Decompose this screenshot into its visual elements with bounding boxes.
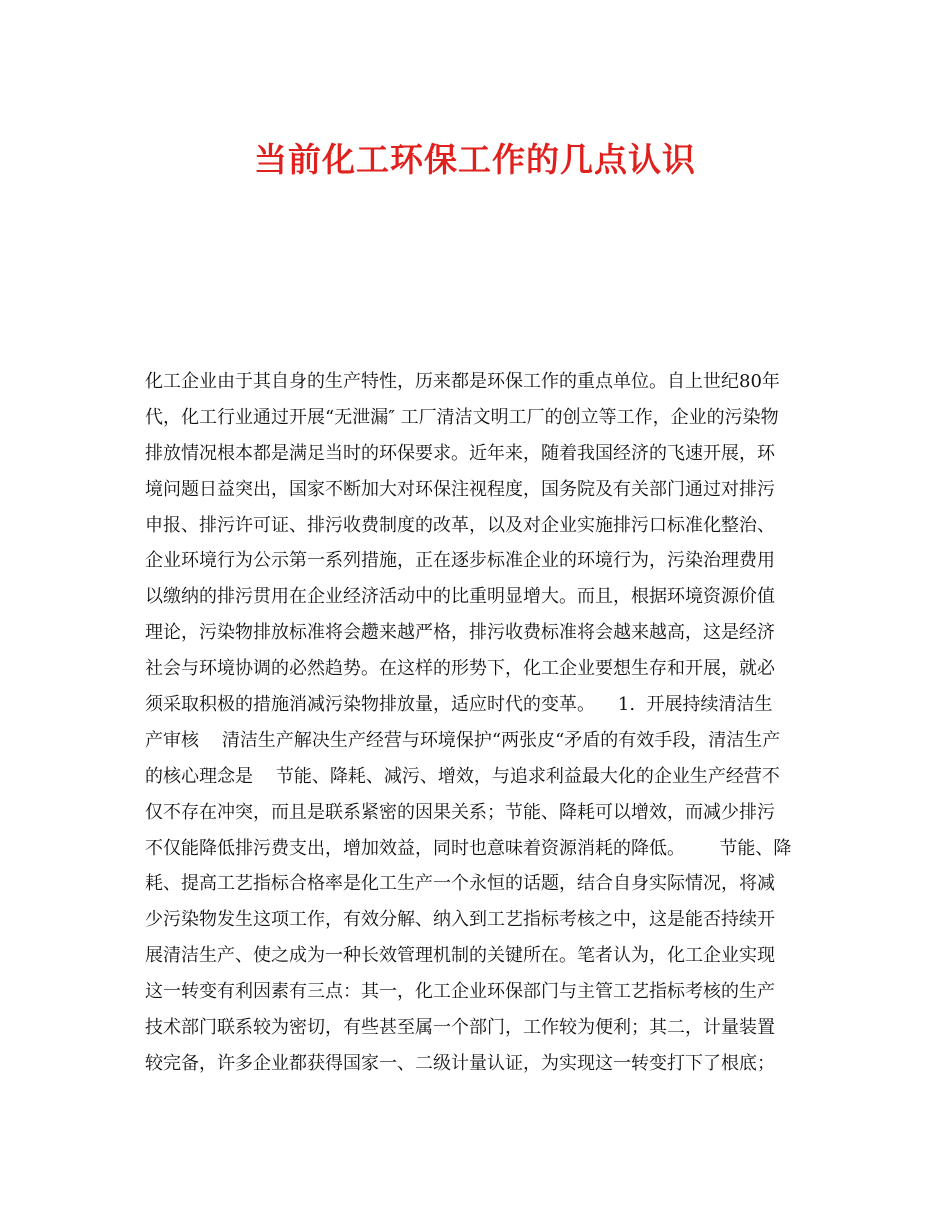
body-line-1: 化工企业由于其自身的生产特性，历来都是环保工作的重点单位。自上世纪80年 (145, 371, 780, 392)
body-line-4: 境问题日益突出，国家不断加大对环保注视程度，国务院及有关部门通过对排污 (145, 478, 775, 500)
body-line-12: 的核心理念是 节能、降耗、减污、增效，与追求利益最大化的企业生产经营不 (145, 765, 780, 787)
body-line-17: 展清洁生产、使之成为一种长效管理机制的关键所在。笔者认为，化工企业实现 (145, 945, 775, 967)
body-line-6: 企业环境行为公示第一系列措施，正在逐步标准企业的环境行为，污染治理费用 (145, 550, 775, 572)
body-line-9: 社会与环境协调的必然趋势。在这样的形势下，化工企业要想生存和开展，就必 (145, 658, 775, 680)
body-line-18: 这一转变有利因素有三点：其一，化工企业环保部门与主管工艺指标考核的生产 (145, 981, 775, 1003)
body-line-3: 排放情况根本都是满足当时的环保要求。近年来，随着我国经济的飞速开展，环 (145, 442, 775, 464)
body-line-8: 理论，污染物排放标准将会趱来越严格，排污收费标准将会越来越高，这是经济 (145, 622, 775, 644)
document-body (145, 364, 800, 1082)
body-line-14: 不仅能降低排污费支出，增加效益，同时也意味着资源消耗的降低。 节能、降 (145, 837, 792, 859)
body-line-2: 代，化工行业通过开展“无泄漏″ 工厂清洁文明工厂的创立等工作，企业的污染物 (145, 406, 779, 428)
body-line-15: 耗、提高工艺指标合格率是化工生产一个永恒的话题，结合自身实际情况，将减 (145, 873, 775, 895)
body-line-13: 仅不存在冲突，而且是联系紧密的因果关系；节能、降耗可以增效，而减少排污 (145, 801, 775, 823)
body-line-20: 较完备，许多企业都获得国家一、二级计量认证，为实现这一转变打下了根底； (145, 1052, 775, 1074)
body-line-7: 以缴纳的排污贯用在企业经济活动中的比重明显增大。而且，根据环境资源价值 (145, 586, 775, 608)
body-line-10: 须采取积极的措施消减污染物排放量，适应时代的变革。 1. 开展持续清洁生 (145, 694, 773, 716)
body-line-11: 产审核 清洁生产解决生产经营与环境保护“两张皮“矛盾的有效手段，清洁生产 (145, 729, 781, 751)
document-title: 当前化工环保工作的几点认识 (254, 140, 696, 179)
body-line-16: 少污染物发生这项工作，有效分解、纳入到工艺指标考核之中，这是能否持续开 (145, 909, 775, 931)
body-line-19: 技术部门联系较为密切，有些甚至属一个部门，工作较为便利；其二，计量装置 (145, 1017, 775, 1039)
body-line-5: 申报、排污许可证、排污收费制度的改革，以及对企业实施排污口标准化整治、 (145, 514, 775, 536)
